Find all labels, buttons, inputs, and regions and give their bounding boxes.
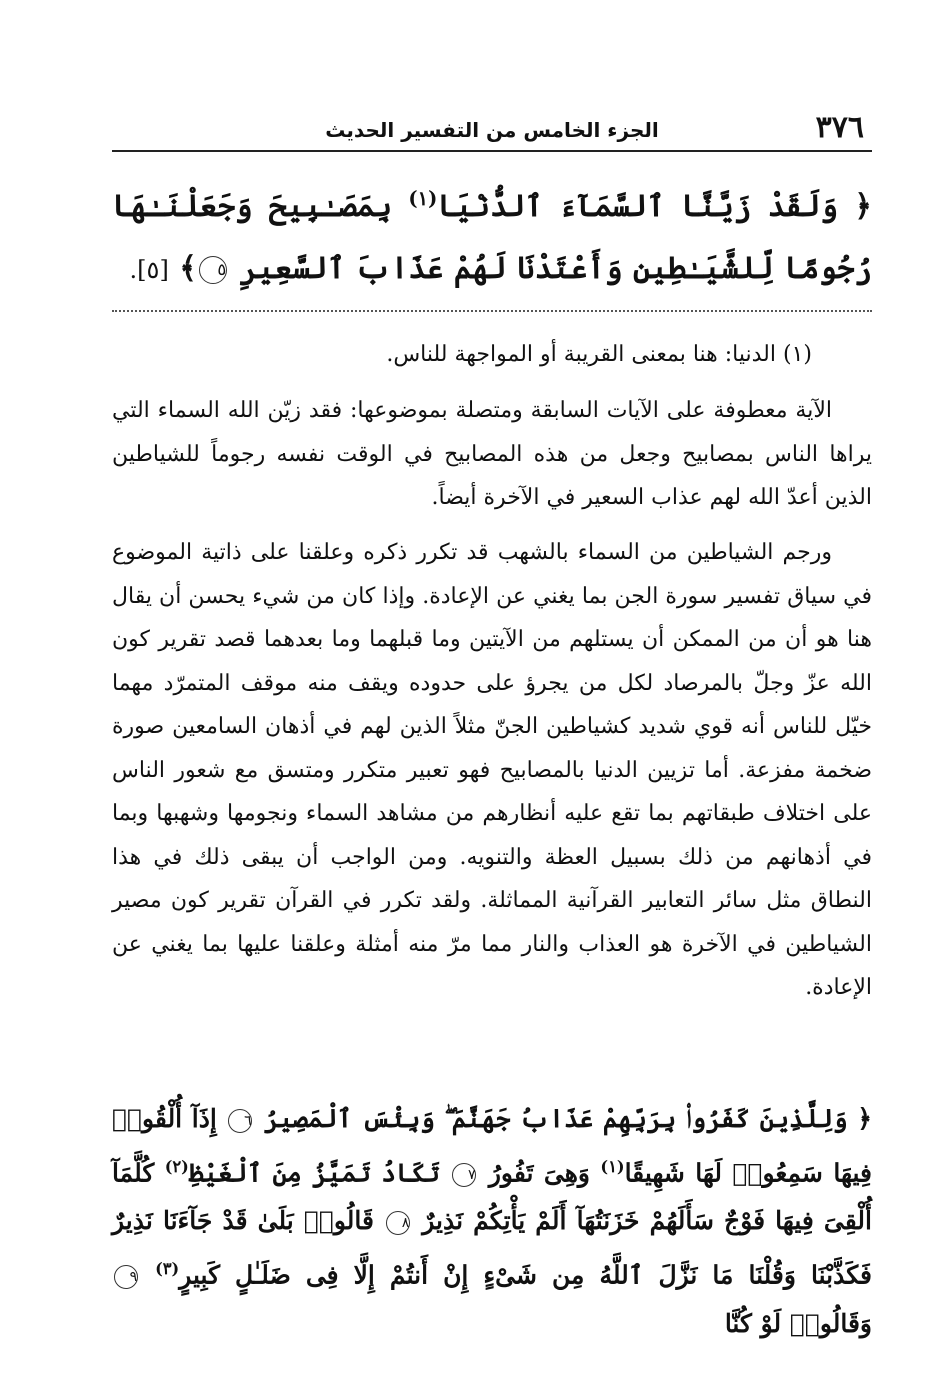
ayah-number-badge: ٩ [114, 1265, 138, 1289]
verse-text: وَقَالُوا۟ لَوْ كُنَّا [724, 1308, 872, 1338]
quran-verses-6-9 [112, 1095, 872, 1348]
verse-close-bracket: ﴾ [179, 251, 197, 286]
verse-text: وَهِىَ تَفُورُ [488, 1158, 590, 1188]
ayah-number-badge: ٦ [228, 1109, 252, 1133]
ayah-number-badge: ٨ [386, 1211, 410, 1235]
page-header [112, 108, 872, 152]
commentary-paragraph: الآية معطوفة على الآيات السابقة ومتصلة بموضوعها: فقد زيّن الله السماء التي يراها الناس بمصابيح وجعل من هذه المصابيح في الوقت نفسه رجوماً للشياطين الذين أعدّ الله لهم عذاب السعير في الآخرة أيضاً. [112, 398, 872, 510]
footnote-marker: (١) [408, 187, 438, 210]
footnote: (١) الدنيا: هنا بمعنى القريبة أو المواجهة للناس. [386, 342, 812, 367]
page-number: ٣٧٦ [815, 110, 864, 145]
footnote-marker: (١) [600, 1157, 625, 1176]
verse-text: إِذَآ أُلْقُوا۟ فِيهَا سَمِعُوا۟ لَهَا شَهِيقًا [112, 1104, 872, 1188]
running-title: الجزء الخامس من التفسير الحديث [325, 118, 659, 142]
quran-verse-5 [112, 168, 872, 301]
verse-open-bracket: ﴿ [857, 1104, 872, 1133]
verse-text: وَلِلَّذِينَ كَفَرُوا۟ بِرَبِّهِمْ عَذَابُ جَهَنَّمَ ۖ وَبِئْسَ ٱلْمَصِيرُ [264, 1104, 848, 1133]
verse-open-bracket: ﴿ [854, 189, 872, 224]
ayah-number-badge: ٧ [452, 1163, 476, 1187]
commentary-paragraph: ورجم الشياطين من السماء بالشهب قد تكرر ذكره وعلقنا على ذاتية الموضوع في سياق تفسير سورة الجن بما يغني عن الإعادة. وإذا كان من شيء يحسن أن يقال هنا هو أن من الممكن أن يستلهم من الآيتين وما قبلهما وما بعدهما قصد تقرير كون الله عزّ وجلّ بالمرصاد لكل من يجرؤ على حدوده ويقف منه موقف المتمرّد مهما خيّل للناس أنه قوي شديد كشياطين الجنّ مثلاً الذين لهم في أذهان السامعين صورة ضخمة مفزعة. أما تزيين الدنيا بالمصابيح فهو تعبير متكرر ومتسق مع شعور الناس على اختلاف طبقاتهم بما تقع عليه أنظارهم من مشاهد السماء ونجومها وشهبها وبما في أذهانهم من ذلك بسبيل العظة والتنويه. ومن الواجب أن يبقى ذلك في هذا النطاق مثل سائر التعابير القرآنية المماثلة. ولقد تكرر في القرآن تقرير كون مصير الشياطين في الآخرة هو العذاب والنار مما مرّ منه أمثلة وعلقنا عليها بما يغني عن الإعادة. [112, 540, 872, 1000]
ayah-number-badge: ٥ [199, 256, 227, 284]
verse-text: تَكَادُ تَمَيَّزُ مِنَ ٱلْغَيْظِ [188, 1158, 440, 1188]
verse-reference: [٥]. [129, 256, 169, 284]
footnote-separator [112, 310, 872, 312]
verse-text: وَلَقَدْ زَيَّنَّا ٱلسَّمَآءَ ٱلدُّنْيَا [437, 189, 839, 224]
verse-text: قَالُوا۟ بَلَىٰ قَدْ جَآءَنَا نَذِيرٌ فَكَذَّبْنَا وَقُلْنَا مَا نَزَّلَ ٱللَّهُ مِن شَىْءٍ إِنْ أَنتُمْ إِلَّا فِى ضَلَـٰلٍ كَبِيرٍ [112, 1206, 872, 1290]
verse-text: كُلَّمَآ أُلْقِىَ فِيهَا فَوْجٌ سَأَلَهُمْ خَزَنَتُهَآ أَلَمْ يَأْتِكُمْ نَذِيرٌ [112, 1158, 872, 1236]
footnote-marker: (٣) [155, 1259, 180, 1279]
footnote-marker: (٢) [164, 1157, 189, 1176]
verse-text: بِمَصَـٰبِيحَ وَجَعَلْنَـٰهَا رُجُومًا لِّلشَّيَـٰطِينِ وَأَعْتَدْنَا لَهُمْ عَذَابَ ٱلسَّعِيرِ [112, 189, 872, 286]
